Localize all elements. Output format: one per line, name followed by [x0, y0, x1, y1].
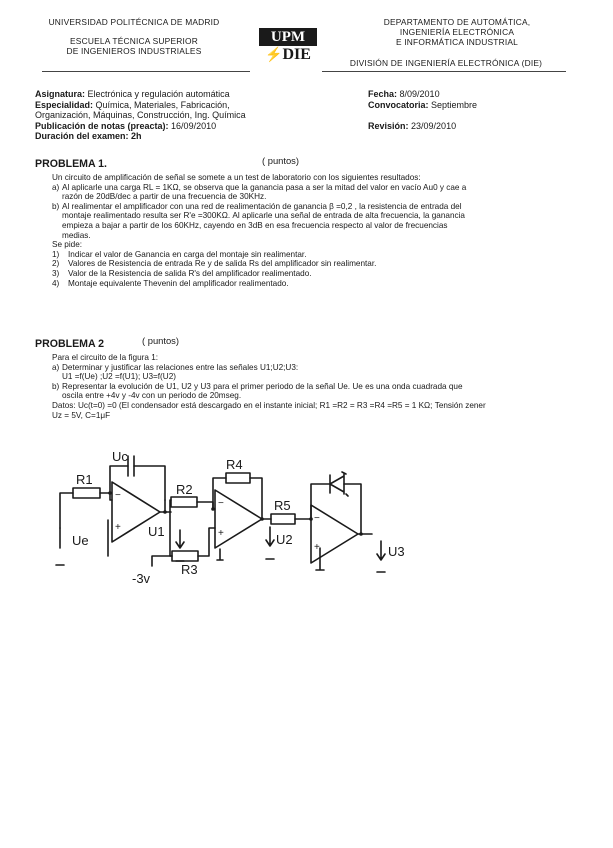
r3-to-opamp2-wire [198, 528, 215, 556]
label-u1: U1 [148, 524, 165, 539]
problem1-question-4: 4) Montaje equivalente Thevenin del amplificador realimentado. [52, 278, 289, 288]
problem1-question-2: 2) Valores de Resistencia de entrada Re y de salida Rs del amplificador sin realimentar. [52, 259, 377, 269]
problem1-item-b: b) Al realimentar el amplificador con una red de realimentación de ganancia β =0,2 , la resistencia de entrada del montaje realimentado resulta ser R'e =300KΩ. Al aplicarle una señal de entrada de alta frecuencia, la ganancia empieza a bajar a partir de los 60KHz, cayendo en 3dB en esa frecuencia respecto al valor de frecuencias medias. [52, 201, 465, 240]
school-name-cont: DE INGENIEROS INDUSTRIALES [66, 46, 202, 56]
r3-resistor [172, 551, 198, 561]
cap-right-wire [134, 466, 165, 500]
label-r4: R4 [226, 457, 243, 472]
problem1-intro: Un circuito de amplificación de señal se somete a un test de laboratorio con los siguientes resultados: [52, 173, 421, 182]
u3-arrow [377, 541, 385, 560]
label-uc: Uc [112, 449, 128, 464]
revision-label: Revisión: [368, 121, 409, 131]
opamp2-minus-mark: − [218, 498, 224, 509]
problem2-points: ( puntos) [142, 335, 179, 346]
u1-arrow [176, 530, 184, 548]
ue-input-wire [60, 493, 73, 528]
logo-upm: UPM [259, 28, 317, 46]
node-dot [309, 517, 313, 521]
problem1-title: PROBLEMA 1. [35, 158, 108, 170]
opamp1-minus-mark: − [115, 490, 121, 501]
logo-mark-icon: ⚡ [265, 48, 283, 63]
problem1-question-1: 1) Indicar el valor de Ganancia en carga del montaje sin realimentar. [52, 249, 307, 259]
university-name: UNIVERSIDAD POLITÉCNICA DE MADRID [48, 17, 220, 27]
department-name-cont2: E INFORMÁTICA INDUSTRIAL [395, 37, 519, 47]
asignatura-label: Asignatura: [35, 89, 86, 99]
convocatoria-label: Convocatoria: [368, 99, 429, 110]
capacitor [128, 456, 134, 476]
problem2-title: PROBLEMA 2 [35, 338, 105, 350]
problem2-datos-cont: Uz = 5V, C=1μF [52, 410, 111, 420]
opamp3-minus-mark: − [314, 513, 320, 524]
problem1-question-3: 3) Valor de la Resistencia de salida R's del amplificador realimentado. [52, 268, 312, 278]
label-u3: U3 [388, 544, 405, 559]
department-name: DEPARTAMENTO DE AUTOMÁTICA, [383, 17, 531, 27]
department-name-cont: INGENIERÍA ELECTRÓNICA [399, 27, 515, 37]
node-dot [108, 491, 112, 495]
school-name: ESCUELA TÉCNICA SUPERIOR [70, 36, 198, 46]
node-dot [359, 532, 363, 536]
r5-resistor [271, 514, 295, 524]
division-name: DIVISIÓN DE INGENIERÍA ELECTRÓNICA (DIE) [349, 58, 543, 68]
node-dot [260, 517, 264, 521]
label-u2: U2 [276, 532, 293, 547]
problem2-item-a: a) Determinar y justificar las relaciones entre las señales U1;U2;U3: U1 =f(Ue) ;U2 =f(U1); U3=f(U2) [52, 362, 299, 382]
r1-resistor [73, 488, 100, 498]
opamp1-plus-mark: + [115, 522, 121, 533]
u1-node-wire [170, 500, 172, 556]
node-dot [211, 507, 215, 511]
label-r2: R2 [176, 482, 193, 497]
r2-resistor [171, 497, 197, 507]
problem2-datos: Datos: Uc(t=0) =0 (El condensador está descargado en el instante inicial; R1 =R2 = R3 =R4 =R5 = 1 KΩ; Tensión zener [52, 400, 486, 410]
duracion-label: Duración del examen: [35, 131, 129, 142]
problem1-item-a: a) Al aplicarle una carga RL = 1KΩ, se observa que la ganancia pasa a ser la mitad del valor en vacío Au0 y cae a razón de 20dB/dec a partir de una frecuencia de 30KHz. [52, 182, 467, 202]
logo-die: DIE [282, 46, 311, 63]
node-dot [163, 510, 167, 514]
opamp2-plus-ground [217, 549, 223, 560]
problem2-intro: Para el circuito de la figura 1: [52, 353, 159, 362]
problem1-points: ( puntos) [262, 155, 299, 166]
label-r3: R3 [181, 562, 198, 577]
opamp2-plus-mark: + [218, 528, 224, 539]
especialidad-value-cont: Organización, Máquinas, Construcción, Ing. Química [35, 110, 246, 121]
publicacion-value: 16/09/2010 [171, 120, 217, 131]
label-ue: Ue [72, 533, 89, 548]
label-r1: R1 [76, 472, 93, 487]
problem1-se-pide: Se pide: [52, 240, 83, 250]
publicacion-label: Publicación de notas (preacta): [35, 120, 169, 131]
duracion-value: 2h [131, 131, 142, 142]
fecha-label: Fecha: [368, 89, 398, 99]
problem2-item-b: b) Representar la evolución de U1, U2 y U3 para el primer periodo de la señal Ue. Ue es una onda cuadrada que oscila entre +4v y -4v con un periodo de 20mseg. [52, 381, 463, 401]
u2-arrow [266, 527, 274, 546]
r4-resistor [226, 473, 250, 483]
label-r5: R5 [274, 498, 291, 513]
opamp3-plus-mark: + [314, 542, 320, 553]
especialidad-value: Química, Materiales, Fabricación, [95, 99, 230, 110]
label-minus3v: -3v [132, 571, 151, 586]
revision-value: 23/09/2010 [411, 121, 457, 131]
fecha-value: 8/09/2010 [399, 89, 440, 99]
especialidad-label: Especialidad: [35, 99, 94, 110]
minus3v-wire [152, 556, 172, 566]
convocatoria-value: Septiembre [431, 99, 478, 110]
asignatura-value: Electrónica y regulación automática [87, 89, 230, 99]
